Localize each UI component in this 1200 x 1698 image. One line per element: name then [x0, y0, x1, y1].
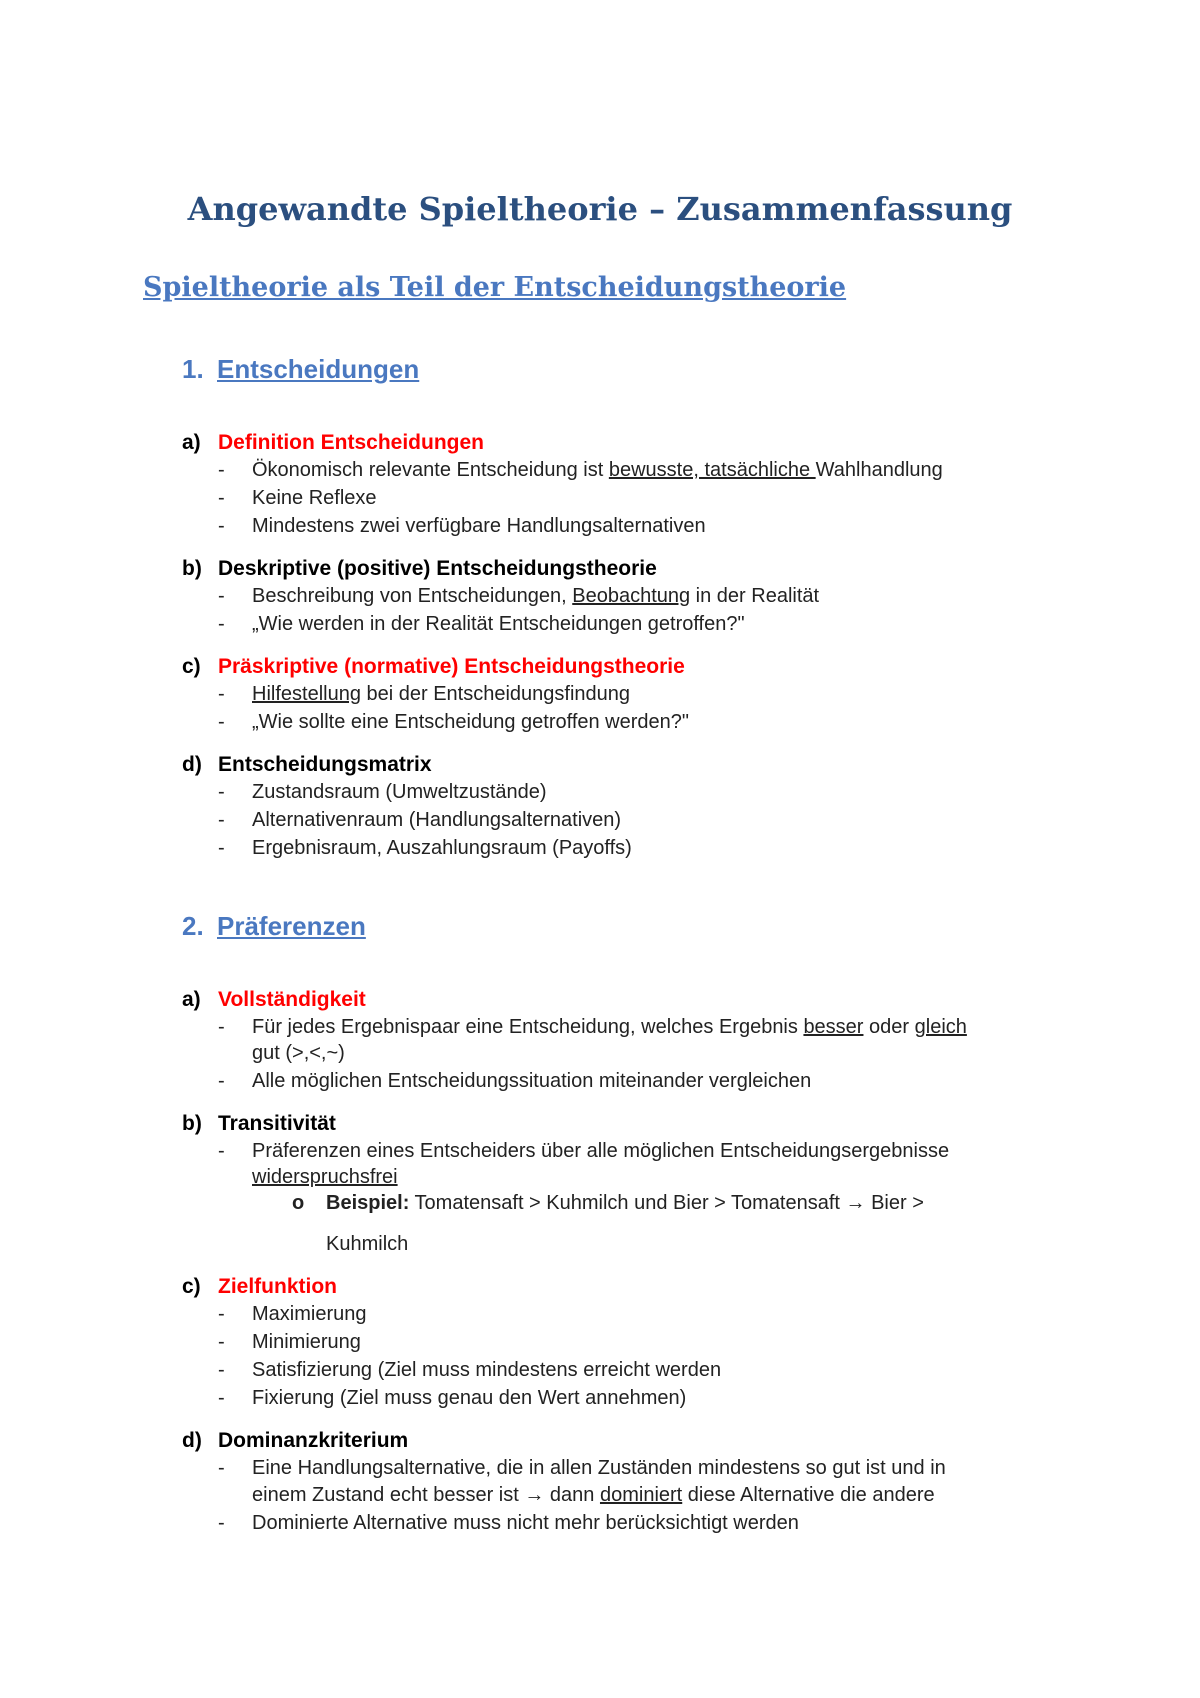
list-item: - Keine Reflexe — [218, 487, 377, 509]
list-item: - Satisfizierung (Ziel muss mindestens erreicht werden — [218, 1359, 722, 1381]
subsection-title: Entscheidungsmatrix — [218, 753, 432, 776]
subsection-2a-heading — [182, 988, 366, 1012]
dash-bullet: - — [218, 1331, 225, 1353]
list-item: - Beschreibung von Entscheidungen, Beobachtung in der Realität — [218, 585, 820, 607]
list-item: - Für jedes Ergebnispaar eine Entscheidung, welches Ergebnis besser oder gleich — [218, 1016, 967, 1038]
dash-bullet: - — [218, 1359, 225, 1381]
subsection-letter: b) — [182, 557, 202, 580]
section-1-heading — [182, 354, 419, 385]
subsection-2d-heading — [182, 1429, 408, 1453]
list-item: - Hilfestellung bei der Entscheidungsfindung — [218, 683, 631, 705]
list-item: - Dominierte Alternative muss nicht mehr berücksichtigt werden — [218, 1512, 799, 1534]
right-arrow-icon: → — [845, 1192, 866, 1214]
section-number: 1. — [182, 354, 204, 384]
dash-bullet: - — [218, 683, 225, 705]
subsection-1c-heading — [182, 655, 685, 679]
sub-list-item-continuation: Kuhmilch — [326, 1233, 409, 1255]
subsection-letter: a) — [182, 431, 201, 454]
subsection-2c-heading — [182, 1275, 337, 1299]
list-item: - Ökonomisch relevante Entscheidung ist bewusste, tatsächliche Wahlhandlung — [218, 459, 943, 481]
right-arrow-icon: → — [524, 1484, 545, 1506]
dash-bullet: - — [218, 1016, 225, 1038]
subsection-title: Transitivität — [218, 1112, 336, 1135]
section-number: 2. — [182, 911, 204, 941]
list-item: - Präferenzen eines Entscheiders über alle möglichen Entscheidungsergebnisse — [218, 1140, 950, 1162]
list-item-continuation: einem Zustand echt besser ist → dann dominiert diese Alternative die andere — [252, 1484, 935, 1506]
document-title: Angewandte Spieltheorie – Zusammenfassung — [187, 190, 1013, 228]
subsection-title: Vollständigkeit — [218, 988, 366, 1011]
dash-bullet: - — [218, 809, 225, 831]
dash-bullet: - — [218, 1457, 225, 1479]
dash-bullet: - — [218, 613, 225, 635]
subsection-title: Präskriptive (normative) Entscheidungstheorie — [218, 655, 685, 678]
dash-bullet: - — [218, 1070, 225, 1092]
list-item: - Eine Handlungsalternative, die in allen Zuständen mindestens so gut ist und in — [218, 1457, 946, 1479]
list-item: - Maximierung — [218, 1303, 367, 1325]
list-item: - Mindestens zwei verfügbare Handlungsalternativen — [218, 515, 706, 537]
subsection-2b-heading — [182, 1112, 336, 1136]
list-item: - „Wie werden in der Realität Entscheidungen getroffen?" — [218, 613, 745, 635]
section-2-heading — [182, 911, 366, 942]
circle-bullet-icon: o — [292, 1192, 305, 1214]
list-item: - Zustandsraum (Umweltzustände) — [218, 781, 547, 803]
list-item: - Minimierung — [218, 1331, 361, 1353]
list-item: - Alle möglichen Entscheidungssituation miteinander vergleichen — [218, 1070, 812, 1092]
dash-bullet: - — [218, 459, 225, 481]
sub-list-item: o Beispiel: Tomatensaft > Kuhmilch und Bier > Tomatensaft → Bier > — [292, 1192, 924, 1214]
subsection-title: Zielfunktion — [218, 1275, 337, 1298]
subsection-letter: d) — [182, 1429, 202, 1452]
dash-bullet: - — [218, 1387, 225, 1409]
section-title: Präferenzen — [217, 911, 366, 941]
subsection-letter: b) — [182, 1112, 202, 1135]
list-item: - „Wie sollte eine Entscheidung getroffen werden?" — [218, 711, 689, 733]
document-subtitle: Spieltheorie als Teil der Entscheidungstheorie — [143, 272, 847, 303]
subsection-letter: c) — [182, 655, 201, 678]
dash-bullet: - — [218, 1512, 225, 1534]
dash-bullet: - — [218, 837, 225, 859]
dash-bullet: - — [218, 1303, 225, 1325]
list-item-continuation: widerspruchsfrei — [252, 1166, 398, 1188]
subsection-1d-heading — [182, 753, 432, 777]
subsection-title: Deskriptive (positive) Entscheidungstheorie — [218, 557, 657, 580]
subsection-title: Definition Entscheidungen — [218, 431, 484, 454]
subsection-letter: a) — [182, 988, 201, 1011]
subsection-1b-heading — [182, 557, 657, 581]
list-item-continuation: gut (>,<,~) — [252, 1042, 345, 1064]
subsection-letter: c) — [182, 1275, 201, 1298]
dash-bullet: - — [218, 781, 225, 803]
dash-bullet: - — [218, 515, 225, 537]
subsection-letter: d) — [182, 753, 202, 776]
dash-bullet: - — [218, 585, 225, 607]
dash-bullet: - — [218, 711, 225, 733]
dash-bullet: - — [218, 487, 225, 509]
section-title: Entscheidungen — [217, 354, 420, 384]
list-item: - Fixierung (Ziel muss genau den Wert annehmen) — [218, 1387, 687, 1409]
subsection-title: Dominanzkriterium — [218, 1429, 409, 1452]
list-item: - Alternativenraum (Handlungsalternativen) — [218, 809, 622, 831]
dash-bullet: - — [218, 1140, 225, 1162]
subsection-1a-heading — [182, 431, 484, 455]
list-item: - Ergebnisraum, Auszahlungsraum (Payoffs) — [218, 837, 632, 859]
